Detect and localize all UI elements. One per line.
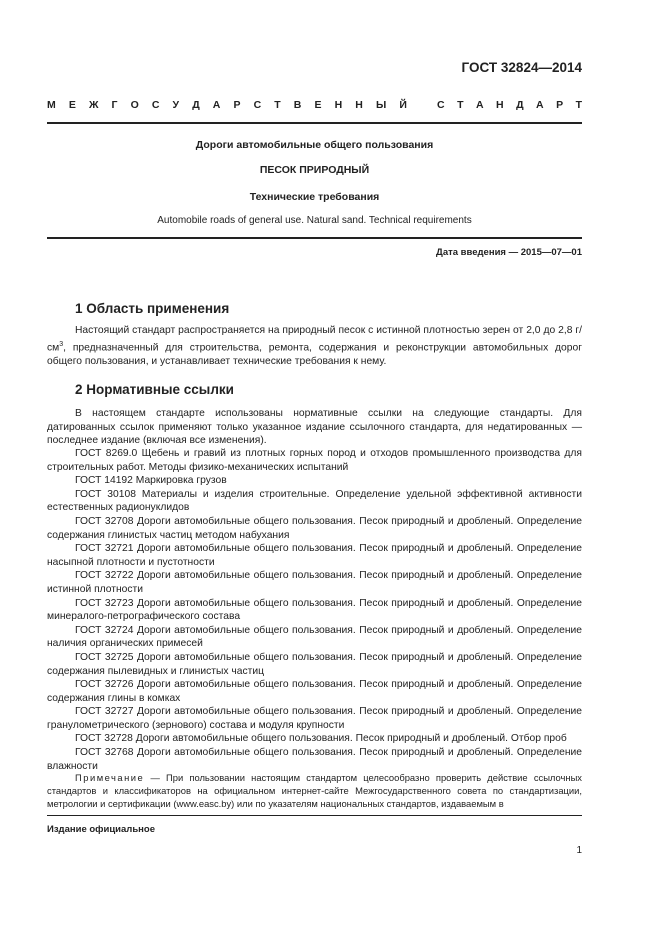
reference-item: ГОСТ 32727 Дороги автомобильные общего пользования. Песок природный и дробленый. Определение гранулометрического (зернового) состава и модуля крупности	[47, 706, 582, 731]
footer-rule	[47, 815, 582, 816]
superscript-3: 3	[59, 340, 64, 348]
document-code: ГОСТ 32824—2014	[461, 60, 582, 75]
section-1-heading: 1 Область применения	[75, 301, 230, 316]
banner-word-standard: С Т А Н Д А Р Т	[437, 99, 582, 111]
section-1-text: Настоящий стандарт распространяется на природный песок с истинной плотностью зерен от 2,0 до 2,8 г/см	[47, 325, 582, 354]
reference-item: ГОСТ 32708 Дороги автомобильные общего пользования. Песок природный и дробленый. Определение содержания глинистых частиц методом набухания	[47, 515, 582, 541]
reference-item: ГОСТ 32726 Дороги автомобильные общего пользования. Песок природный и дробленый. Определение содержания глины в комках	[47, 679, 582, 704]
reference-list	[47, 447, 582, 773]
reference-item: ГОСТ 32768 Дороги автомобильные общего пользования. Песок природный и дробленый. Определение влажности	[47, 747, 582, 772]
reference-item: ГОСТ 8269.0 Щебень и гравий из плотных горных пород и отходов промышленного производства для строительных работ. Методы физико-механических испытаний	[47, 448, 582, 473]
introduction-date: Дата введения — 2015—07—01	[436, 247, 582, 258]
note-paragraph	[47, 772, 582, 810]
title-line-3: Технические требования	[249, 191, 380, 203]
standard-banner	[47, 99, 582, 111]
section-1-paragraph	[47, 324, 582, 368]
reference-item: ГОСТ 14192 Маркировка грузов	[75, 475, 227, 487]
reference-item: ГОСТ 32728 Дороги автомобильные общего пользования. Песок природный и дробленый. Отбор проб	[75, 733, 567, 745]
title-bottom-rule	[47, 237, 582, 239]
top-rule	[47, 122, 582, 124]
banner-word-interstate: М Е Ж Г О С У Д А Р С Т В Е Н Н Ы Й	[47, 99, 407, 111]
section-2-intro: В настоящем стандарте использованы нормативные ссылки на следующие стандарты. Для датированных ссылок применяют только указанное издание ссылочного стандарта, для недатированных — последнее издание (включая все изменения).	[47, 408, 582, 447]
official-publication-label: Издание официальное	[47, 824, 155, 835]
title-english: Automobile roads of general use. Natural sand. Technical requirements	[157, 215, 472, 226]
reference-item: ГОСТ 32725 Дороги автомобильные общего пользования. Песок природный и дробленый. Определение содержания пылевидных и глинистых частиц	[47, 651, 582, 677]
reference-item: ГОСТ 30108 Материалы и изделия строительные. Определение удельной эффективной активности естественных радионуклидов	[47, 488, 582, 514]
section-2-heading: 2 Нормативные ссылки	[75, 382, 234, 397]
title-line-1: Дороги автомобильные общего пользования	[195, 139, 434, 151]
title-line-2: ПЕСОК ПРИРОДНЫЙ	[259, 164, 370, 176]
reference-item: ГОСТ 32723 Дороги автомобильные общего пользования. Песок природный и дробленый. Определение минералого-петрографического состава	[47, 597, 582, 623]
page-number: 1	[576, 845, 582, 856]
section-1-text-cont: , предназначенный для строительства, ремонта, содержания и реконструкции автомобильных дорог общего пользования, и устанавливает технические требования к нему.	[47, 342, 582, 367]
note-label: Примечание	[75, 772, 145, 783]
reference-item: ГОСТ 32724 Дороги автомобильные общего пользования. Песок природный и дробленый. Определение наличия органических примесей	[47, 624, 582, 650]
note-text: — При пользовании настоящим стандартом целесообразно проверить действие ссылочных стандартов и классификаторов на официальном интернет-сайте Межгосударственного совета по стандартизации, метрологии и сертификации (www.easc.by) или по указателям национальных стандартов, издаваемым в	[47, 772, 582, 809]
reference-item: ГОСТ 32722 Дороги автомобильные общего пользования. Песок природный и дробленый. Определение истинной плотности	[47, 570, 582, 595]
reference-item: ГОСТ 32721 Дороги автомобильные общего пользования. Песок природный и дробленый. Определение насыпной плотности и пустотности	[47, 543, 582, 568]
